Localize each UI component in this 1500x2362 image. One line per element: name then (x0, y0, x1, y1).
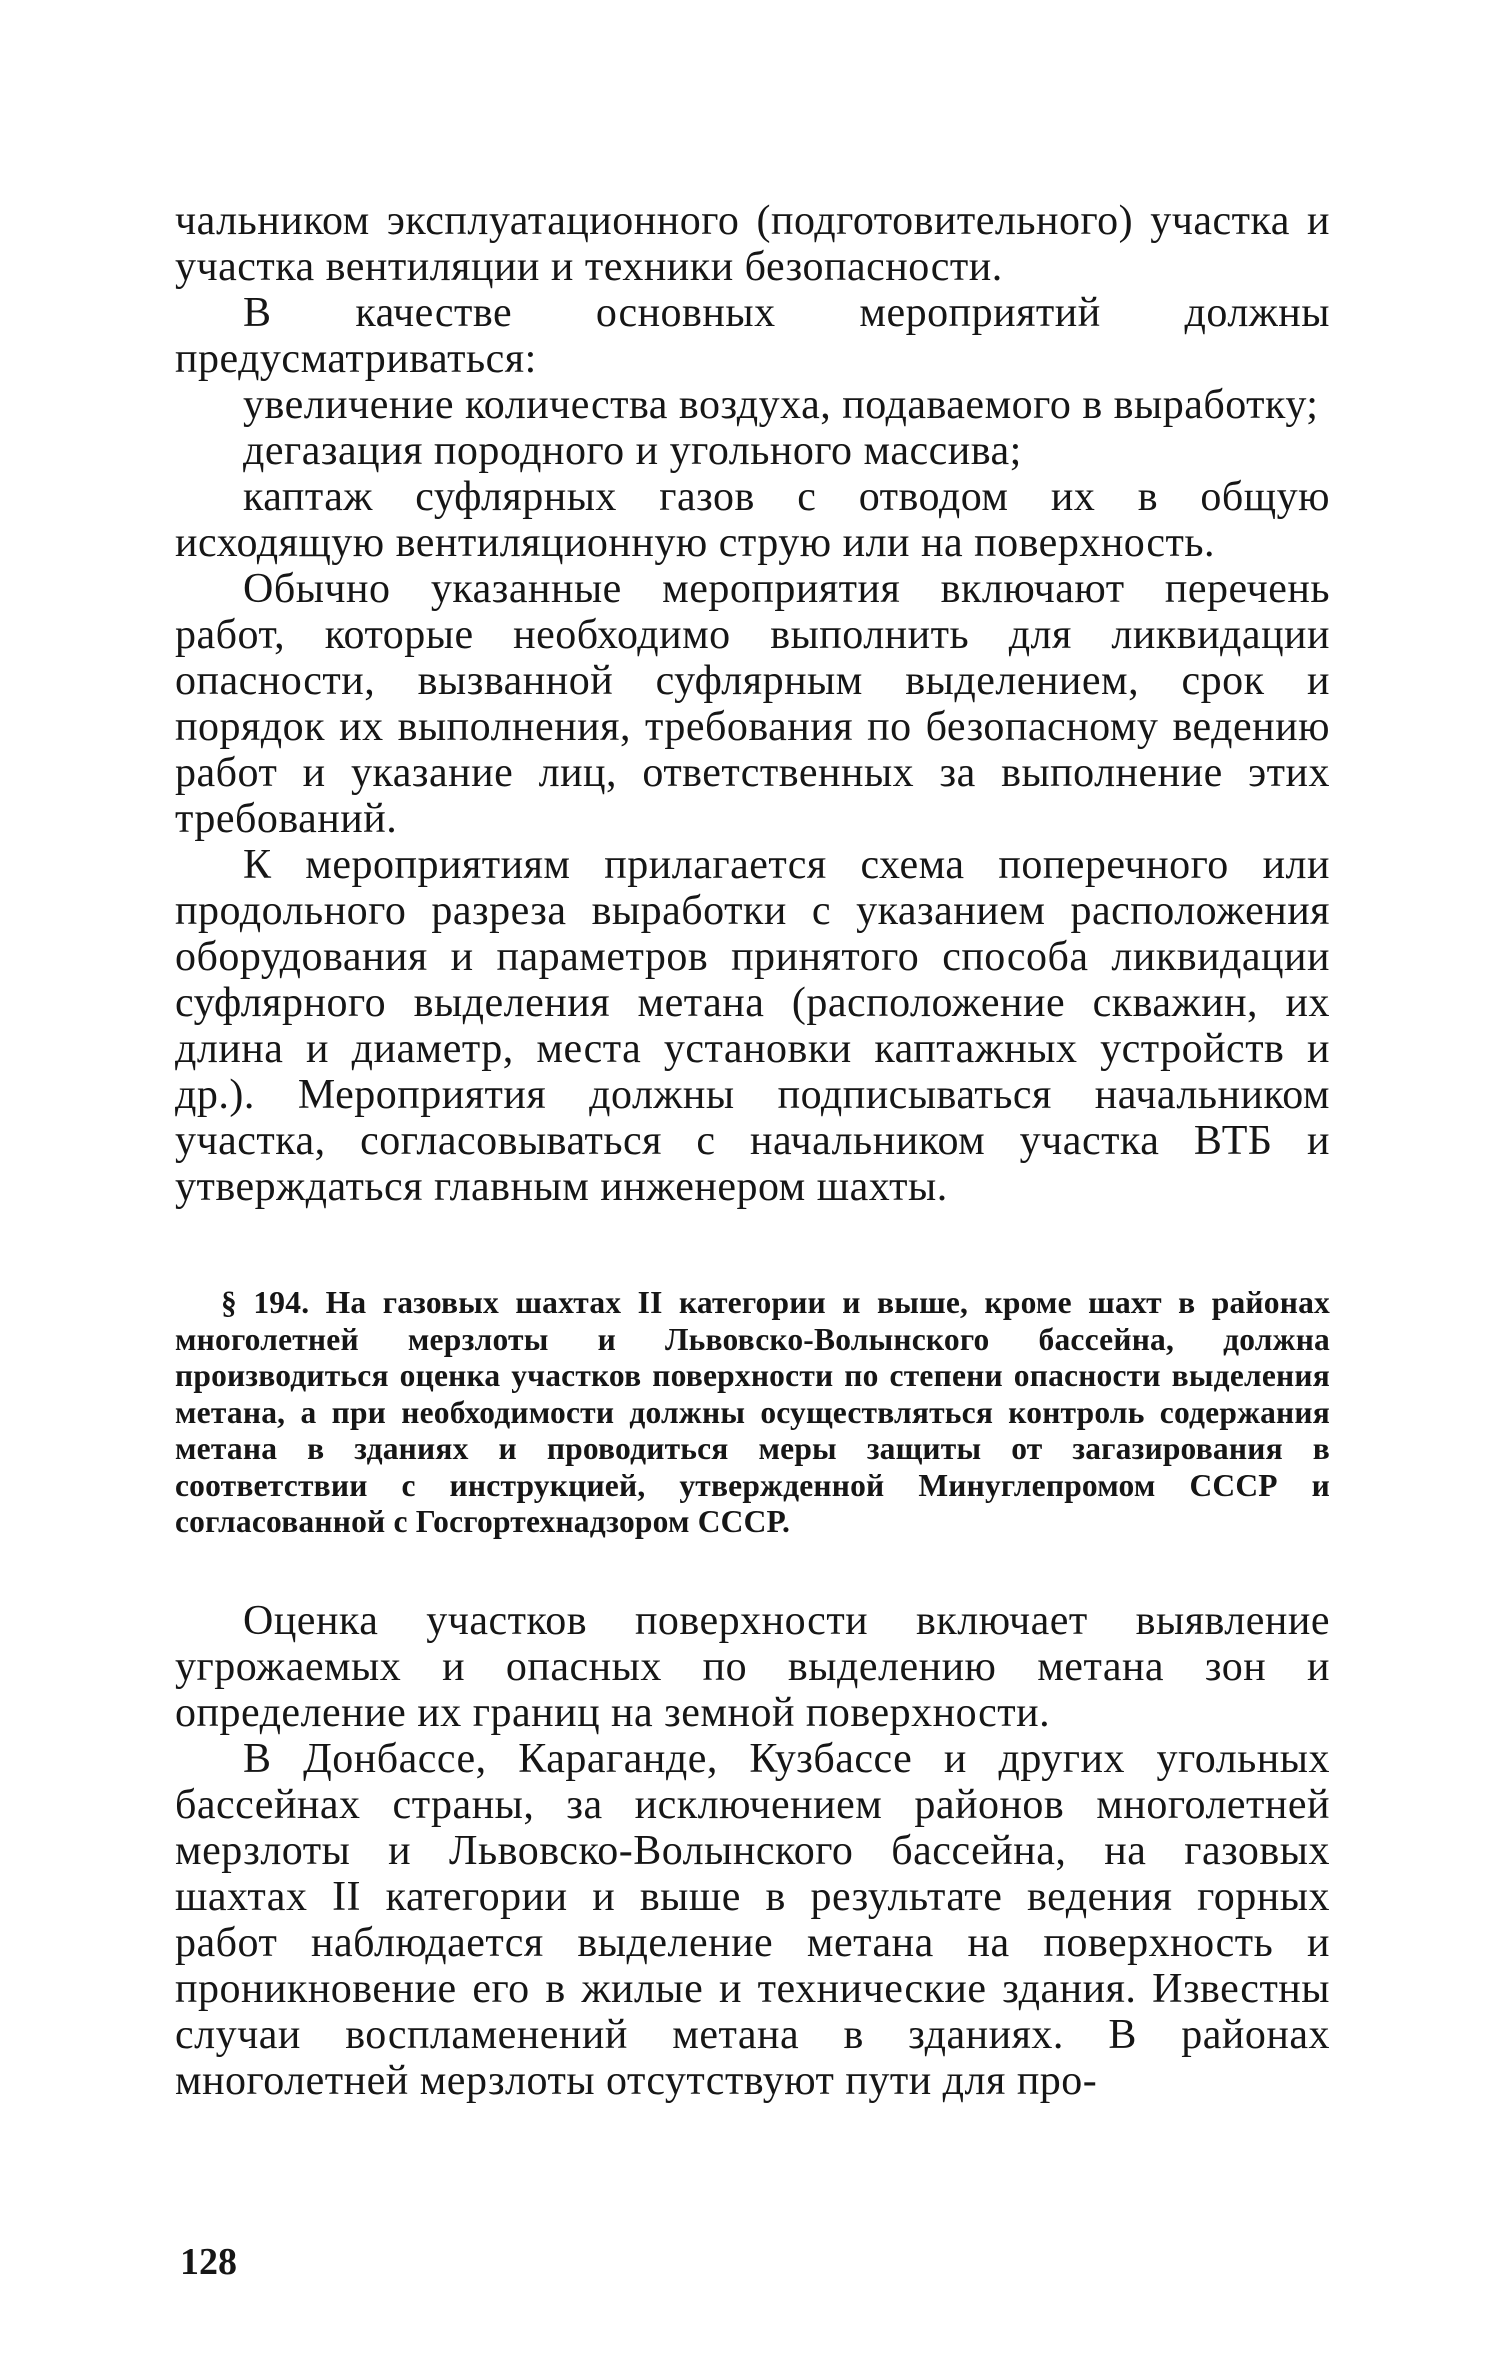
list-item-gas-capture: каптаж суфлярных газов с отводом их в общую исходящую вентиляционную струю или на поверхность. (175, 474, 1330, 566)
lower-text-block (175, 1598, 1330, 2104)
rule-section-194 (175, 1285, 1330, 1541)
paragraph-continuation: чальником эксплуатационного (подготовительного) участка и участка вентиляции и техники безопасности. (175, 198, 1330, 290)
paragraph-scheme: К мероприятиям прилагается схема поперечного или продольного разреза выработки с указанием расположения оборудования и параметров принятого способа ликвидации суфлярного выделения метана (расположение скважин, их длина и диаметр, места установки каптажных устройств и др.). Мероприятия должны подписываться начальником участка, согласовываться с начальником участка ВТБ и утверждаться главным инженером шахты. (175, 842, 1330, 1210)
paragraph-surface-assessment: Оценка участков поверхности включает выявление угрожаемых и опасных по выделению метана зон и определение их границ на земной поверхности. (175, 1598, 1330, 1736)
upper-text-block (175, 198, 1330, 1210)
page-number: 128 (180, 2241, 237, 2283)
paragraph-measures-intro: В качестве основных мероприятий должны предусматриваться: (175, 290, 1330, 382)
paragraph-basins: В Донбассе, Караганде, Кузбассе и других угольных бассейнах страны, за исключением районов многолетней мерзлоты и Львовско-Волынского бассейна, на газовых шахтах II категории и выше в результате ведения горных работ наблюдается выделение метана на поверхность и проникновение его в жилые и технические здания. Известны случаи воспламенений метана в зданиях. В районах многолетней мерзлоты отсутствуют пути для про- (175, 1736, 1330, 2104)
list-item-air-increase: увеличение количества воздуха, подаваемого в выработку; (243, 382, 1319, 428)
paragraph-measures-content: Обычно указанные мероприятия включают перечень работ, которые необходимо выполнить для ликвидации опасности, вызванной суфлярным выделением, срок и порядок их выполнения, требования по безопасному ведению работ и указание лиц, ответственных за выполнение этих требований. (175, 566, 1330, 842)
list-item-degassing: дегазация породного и угольного массива; (243, 428, 1022, 474)
rule-paragraph: § 194. На газовых шахтах II категории и выше, кроме шахт в районах многолетней мерзлоты и Львовско-Волынского бассейна, должна производиться оценка участков поверхности по степени опасности выделения метана, а при необходимости должны осуществляться контроль содержания метана в зданиях и проводиться меры защиты от загазирования в соответствии с инструкцией, утвержденной Минуглепромом СССР и согласованной с Госгортехнадзором СССР. (175, 1285, 1330, 1539)
